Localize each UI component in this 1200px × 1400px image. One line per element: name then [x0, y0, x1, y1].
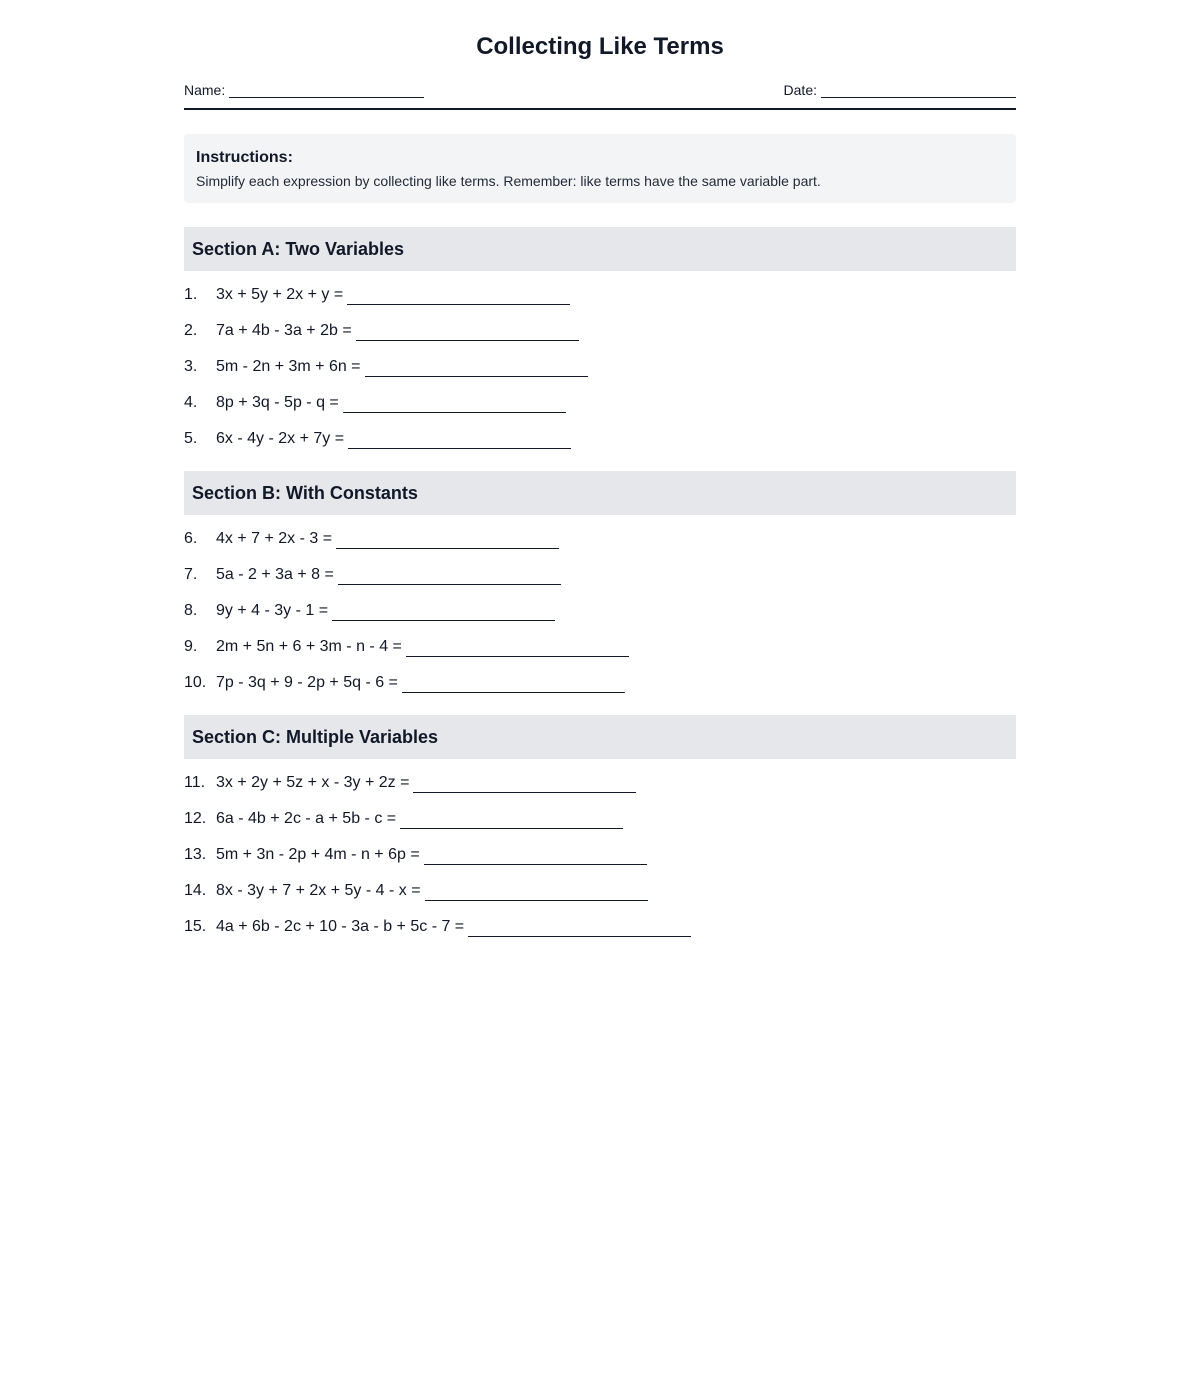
problem-expression: 6a - 4b + 2c - a + 5b - c =	[216, 810, 397, 827]
problem-item	[184, 549, 1016, 585]
problem-expression: 9y + 4 - 3y - 1 =	[216, 602, 329, 619]
instructions-box	[184, 134, 1016, 203]
answer-blank-line[interactable]	[402, 674, 625, 693]
section-b-problems	[184, 515, 1016, 693]
problem-item	[184, 515, 1016, 549]
problem-expression: 4a + 6b - 2c + 10 - 3a - b + 5c - 7 =	[216, 918, 465, 935]
problem-number: 15.	[184, 918, 207, 935]
problem-number: 11.	[184, 774, 206, 791]
answer-blank-line[interactable]	[332, 602, 555, 621]
problem-expression: 6x - 4y - 2x + 7y =	[216, 430, 345, 447]
problem-expression: 3x + 2y + 5z + x - 3y + 2z =	[216, 774, 410, 791]
section-b-header: Section B: With Constants	[184, 471, 1016, 515]
section-c-header: Section C: Multiple Variables	[184, 715, 1016, 759]
problem-expression: 7a + 4b - 3a + 2b =	[216, 322, 352, 339]
section-a-problems	[184, 271, 1016, 449]
problem-number: 7.	[184, 566, 198, 583]
instructions-text: Simplify each expression by collecting like terms. Remember: like terms have the same variable part.	[196, 173, 821, 189]
problem-item	[184, 305, 1016, 341]
answer-blank-line[interactable]	[338, 566, 561, 585]
answer-blank-line[interactable]	[413, 774, 636, 793]
problem-expression: 5a - 2 + 3a + 8 =	[216, 566, 334, 583]
problem-number: 3.	[184, 358, 198, 375]
problem-number: 2.	[184, 322, 198, 339]
worksheet-page	[184, 0, 1016, 937]
problem-number: 5.	[184, 430, 198, 447]
problem-expression: 7p - 3q + 9 - 2p + 5q - 6 =	[216, 674, 398, 691]
problem-number: 4.	[184, 394, 198, 411]
date-label: Date:	[783, 82, 817, 98]
date-field	[784, 82, 1016, 98]
problem-item	[184, 829, 1016, 865]
problem-item	[184, 759, 1016, 793]
problem-expression: 4x + 7 + 2x - 3 =	[216, 530, 333, 547]
problem-number: 8.	[184, 602, 198, 619]
problem-number: 1.	[184, 286, 198, 303]
name-date-row	[184, 82, 1016, 110]
problem-number: 14.	[184, 882, 207, 899]
problem-item	[184, 377, 1016, 413]
name-label: Name:	[184, 82, 226, 98]
problem-expression: 8p + 3q - 5p - q =	[216, 394, 339, 411]
problem-item	[184, 657, 1016, 693]
problem-expression: 8x - 3y + 7 + 2x + 5y - 4 - x =	[216, 882, 421, 899]
problem-item	[184, 341, 1016, 377]
problem-number: 12.	[184, 810, 207, 827]
problem-expression: 5m + 3n - 2p + 4m - n + 6p =	[216, 846, 420, 863]
problem-number: 13.	[184, 846, 207, 863]
problem-item	[184, 901, 1016, 937]
problem-item	[184, 271, 1016, 305]
problem-item	[184, 621, 1016, 657]
problem-number: 10.	[184, 674, 207, 691]
section-a-header: Section A: Two Variables	[184, 227, 1016, 271]
date-blank-line[interactable]	[821, 83, 1016, 98]
answer-blank-line[interactable]	[336, 530, 559, 549]
problem-item	[184, 413, 1016, 449]
answer-blank-line[interactable]	[468, 918, 691, 937]
answer-blank-line[interactable]	[424, 846, 647, 865]
answer-blank-line[interactable]	[365, 358, 588, 377]
problem-item	[184, 865, 1016, 901]
answer-blank-line[interactable]	[400, 810, 623, 829]
problem-number: 9.	[184, 638, 198, 655]
name-field	[184, 82, 424, 98]
instructions-heading: Instructions:	[196, 149, 293, 166]
section-c-problems	[184, 759, 1016, 937]
answer-blank-line[interactable]	[425, 882, 648, 901]
answer-blank-line[interactable]	[347, 286, 570, 305]
problem-expression: 5m - 2n + 3m + 6n =	[216, 358, 361, 375]
problem-item	[184, 793, 1016, 829]
worksheet-title: Collecting Like Terms	[476, 33, 724, 60]
problem-number: 6.	[184, 530, 198, 547]
answer-blank-line[interactable]	[343, 394, 566, 413]
answer-blank-line[interactable]	[348, 430, 571, 449]
name-blank-line[interactable]	[229, 83, 424, 98]
answer-blank-line[interactable]	[356, 322, 579, 341]
answer-blank-line[interactable]	[406, 638, 629, 657]
problem-expression: 3x + 5y + 2x + y =	[216, 286, 344, 303]
problem-expression: 2m + 5n + 6 + 3m - n - 4 =	[216, 638, 402, 655]
problem-item	[184, 585, 1016, 621]
